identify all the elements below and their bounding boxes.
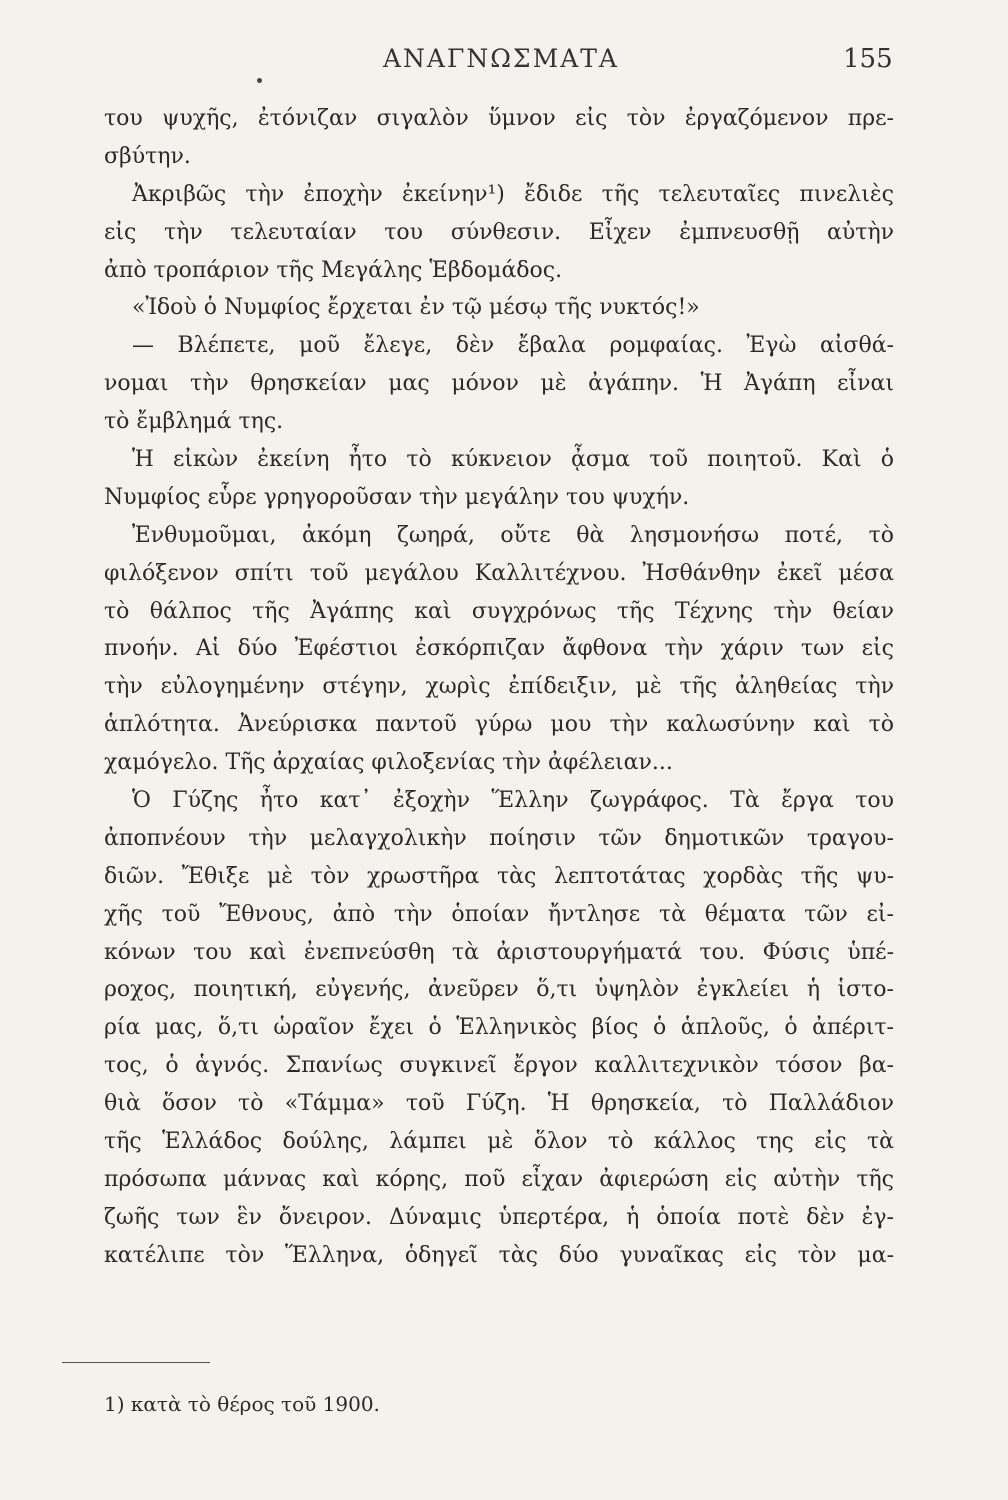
text-line: Ἀκριβῶς τὴν ἐποχὴν ἐκείνην¹) ἔδιδε τῆς τελευταῖες πινελιὲς [132,181,894,207]
text-line: χαμόγελο. Τῆς ἀρχαίας φιλοξενίας τὴν ἀφέλειαν... [104,750,673,776]
text-line: τῆς Ἑλλάδος δούλης, λάμπει μὲ ὅλον τὸ κάλλος της εἰς τὰ [104,1129,894,1155]
text-line: ζωῆς των ἓν ὄνειρον. Δύναμις ὑπερτέρα, ἡ ὁποία ποτὲ δὲν ἐγ- [104,1204,894,1230]
text-line: τὸ θάλπος τῆς Ἀγάπης καὶ συγχρόνως τῆς Τέχνης τὴν θείαν [104,598,894,624]
header-dot [257,78,262,83]
footnote: 1) κατὰ τὸ θέρος τοῦ 1900. [104,1392,380,1416]
text-line: τος, ὁ ἁγνός. Σπανίως συγκινεῖ ἔργον καλλιτεχνικὸν τόσον βα- [104,1053,894,1079]
footnote-rule [62,1362,210,1363]
text-line: ἀποπνέουν τὴν μελαγχολικὴν ποίησιν τῶν δημοτικῶν τραγου- [104,825,894,851]
text-line: ροχος, ποιητική, εὐγενής, ἀνεῦρεν ὅ,τι ὑψηλὸν ἐγκλείει ἡ ἱστο- [104,977,894,1003]
text-line: τὴν εὐλογημένην στέγην, χωρὶς ἐπίδειξιν, μὲ τῆς ἀληθείας τὴν [104,674,894,700]
text-line: χῆς τοῦ Ἔθνους, ἀπὸ τὴν ὁποίαν ἤντλησε τὰ θέματα τῶν εἰ- [104,901,894,927]
text-line: ρία μας, ὅ,τι ὡραῖον ἔχει ὁ Ἑλληνικὸς βίος ὁ ἁπλοῦς, ὁ ἀπέριτ- [104,1015,894,1041]
running-head-title: ΑΝΑΓΝΩΣΜΑΤΑ [383,44,619,73]
page-number: 155 [843,44,893,74]
body-text [104,100,894,1275]
text-line: σβύτην. [104,143,191,169]
text-line: Ἡ εἰκὼν ἐκείνη ἦτο τὸ κύκνειον ᾆσμα τοῦ ποιητοῦ. Καὶ ὁ [132,447,894,473]
text-line: Ὁ Γύζης ἦτο κατ᾿ ἐξοχὴν Ἕλλην ζωγράφος. Τὰ ἔργα του [132,788,894,814]
text-line: ἀπὸ τροπάριον τῆς Μεγάλης Ἑβδομάδος. [104,257,563,283]
text-line: ἁπλότητα. Ἀνεύρισκα παντοῦ γύρω μου τὴν καλωσύνην καὶ τὸ [104,712,894,738]
text-line: κόνων του καὶ ἐνεπνεύσθη τὰ ἀριστουργήματά του. Φύσις ὑπέ- [104,939,894,965]
text-line: νομαι τὴν θρησκείαν μας μόνον μὲ ἀγάπην. Ἡ Ἀγάπη εἶναι [104,371,894,397]
text-line: εἰς τὴν τελευταίαν του σύνθεσιν. Εἶχεν ἐμπνευσθῇ αὐτὴν [104,219,894,245]
text-line: πνοήν. Αἱ δύο Ἐφέστιοι ἐσκόρπιζαν ἄφθονα τὴν χάριν των εἰς [104,636,894,662]
text-line: κατέλιπε τὸν Ἕλληνα, ὁδηγεῖ τὰς δύο γυναῖκας εἰς τὸν μα- [104,1242,894,1268]
text-line: Ἐνθυμοῦμαι, ἀκόμη ζωηρά, οὔτε θὰ λησμονήσω ποτέ, τὸ [132,522,894,548]
text-line: θιὰ ὅσον τὸ «Τάμμα» τοῦ Γύζη. Ἡ θρησκεία, τὸ Παλλάδιον [104,1091,894,1117]
text-line: διῶν. Ἔθιξε μὲ τὸν χρωστῆρα τὰς λεπτοτάτας χορδὰς τῆς ψυ- [104,863,894,889]
text-line: του ψυχῆς, ἐτόνιζαν σιγαλὸν ὕμνον εἰς τὸν ἐργαζόμενον πρε- [104,106,894,131]
running-head [0,44,1008,84]
text-line: — Βλέπετε, μοῦ ἔλεγε, δὲν ἔβαλα ρομφαίας. Ἐγὼ αἰσθά- [132,333,894,359]
text-line: φιλόξενον σπίτι τοῦ μεγάλου Καλλιτέχνου. Ἠσθάνθην ἐκεῖ μέσα [104,560,894,586]
text-line: τὸ ἔμβλημά της. [104,409,284,435]
text-line: «Ἰδοὺ ὁ Νυμφίος ἔρχεται ἐν τῷ μέσῳ τῆς νυκτός!» [132,295,700,321]
text-line: πρόσωπα μάννας καὶ κόρης, ποῦ εἶχαν ἀφιερώση εἰς αὐτὴν τῆς [104,1166,894,1192]
text-line: Νυμφίος εὗρε γρηγοροῦσαν τὴν μεγάλην του ψυχήν. [104,484,690,510]
